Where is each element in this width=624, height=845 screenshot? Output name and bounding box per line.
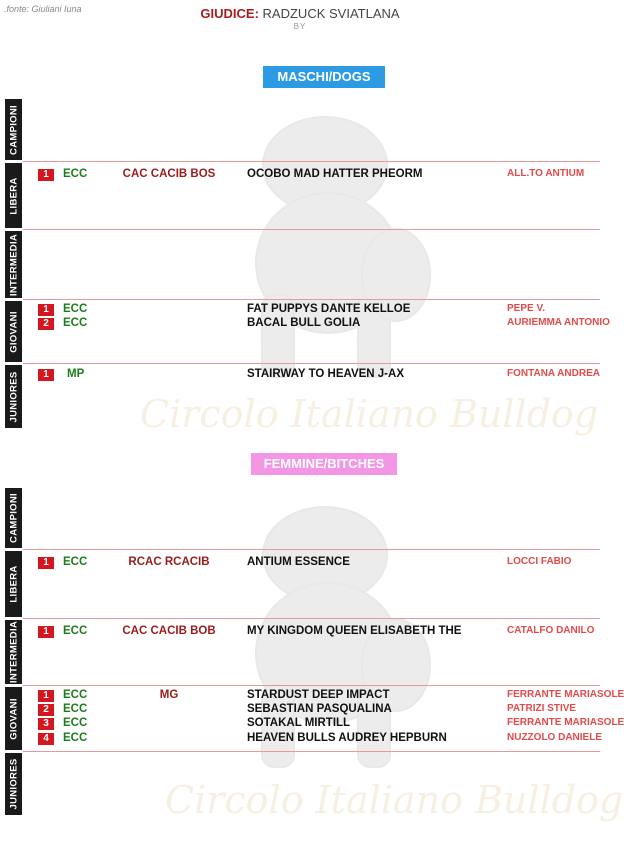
award-title: MG [159, 689, 179, 701]
result-row [0, 717, 624, 731]
qualification: ECC [63, 732, 88, 744]
owner-name: FERRANTE MARIASOLE [507, 689, 624, 700]
owner-name: PATRIZI STIVE [507, 703, 577, 714]
rank-badge: 1 [38, 690, 54, 702]
owner-name: NUZZOLO DANIELE [507, 732, 602, 743]
dog-name: OCOBO MAD HATTER PHEORM [247, 168, 423, 180]
judge-name: RADZUCK SVIATLANA [262, 6, 400, 21]
qualification: ECC [63, 317, 88, 329]
class-campioni-females [5, 488, 22, 548]
rank-badge: 2 [38, 704, 54, 716]
dog-name: FAT PUPPYS DANTE KELLOE [247, 303, 411, 315]
divider [23, 161, 600, 162]
class-intermedia-males [5, 231, 22, 298]
award-title: CAC CACIB BOB [122, 625, 216, 637]
rank-badge: 2 [38, 318, 54, 330]
class-label: JUNIORES [8, 371, 19, 422]
section-header-females: FEMMINE/BITCHES [251, 453, 397, 475]
owner-name: FONTANA ANDREA [507, 368, 600, 379]
dog-name: BACAL BULL GOLIA [247, 317, 361, 329]
class-juniores-females [5, 753, 22, 815]
qualification: ECC [63, 556, 88, 568]
dog-name: ANTIUM ESSENCE [247, 556, 350, 568]
rank-badge: 1 [38, 557, 54, 569]
class-label: LIBERA [8, 565, 19, 603]
divider [23, 229, 600, 230]
owner-name: AURIEMMA ANTONIO [507, 317, 610, 328]
dog-name: HEAVEN BULLS AUDREY HEPBURN [247, 732, 447, 744]
judge-label: GIUDICE: [200, 6, 259, 21]
qualification: ECC [63, 625, 88, 637]
rank-badge: 4 [38, 733, 54, 745]
divider [23, 363, 600, 364]
result-row [0, 732, 600, 746]
qualification: MP [67, 368, 85, 380]
judge-heading [0, 6, 600, 21]
rank-badge: 1 [38, 626, 54, 638]
dog-name: MY KINGDOM QUEEN ELISABETH THE [247, 625, 462, 637]
class-label: JUNIORES [8, 758, 19, 810]
result-row [0, 168, 600, 182]
source-note: .fonte: Giuliani Iuna [4, 4, 82, 14]
result-row [0, 303, 600, 317]
dog-name: STARDUST DEEP IMPACT [247, 689, 390, 701]
qualification: ECC [63, 303, 88, 315]
divider [23, 751, 600, 752]
class-campioni-males [5, 99, 22, 160]
divider [23, 618, 600, 619]
rank-badge: 3 [38, 718, 54, 730]
award-title: RCAC RCACIB [128, 556, 210, 568]
result-row [0, 556, 600, 570]
owner-name: PEPE V. [507, 303, 545, 314]
qualification: ECC [63, 717, 88, 729]
result-row [0, 368, 600, 382]
award-title: CAC CACIB BOS [122, 168, 216, 180]
owner-name: FERRANTE MARIASOLE [507, 717, 624, 728]
club-watermark-text: Circolo Italiano Bulldog [140, 392, 599, 436]
dog-name: SOTAKAL MIRTILL [247, 717, 351, 729]
class-label: CAMPIONI [8, 493, 19, 543]
class-label: GIOVANI [8, 310, 19, 353]
class-label: LIBERA [8, 176, 19, 215]
owner-name: ALL.TO ANTIUM [507, 168, 585, 179]
bulldog-watermark-icon [210, 95, 460, 395]
result-row [0, 625, 600, 639]
class-label: GIOVANI [8, 697, 19, 740]
result-row [0, 317, 610, 331]
result-row [0, 703, 600, 717]
qualification: ECC [63, 703, 88, 715]
owner-name: LOCCI FABIO [507, 556, 572, 567]
divider [23, 685, 600, 686]
class-label: CAMPIONI [8, 104, 19, 155]
byline: BY [293, 22, 307, 31]
rank-badge: 1 [38, 304, 54, 316]
owner-name: CATALFO DANILO [507, 625, 595, 636]
dog-name: SEBASTIAN PASQUALINA [247, 703, 392, 715]
rank-badge: 1 [38, 369, 54, 381]
class-label: INTERMEDIA [8, 233, 19, 296]
rank-badge: 1 [38, 169, 54, 181]
result-row [0, 689, 624, 703]
class-label: INTERMEDIA [8, 620, 19, 684]
club-watermark-text: Circolo Italiano Bulldog [165, 778, 624, 822]
qualification: ECC [63, 689, 88, 701]
qualification: ECC [63, 168, 88, 180]
divider [23, 549, 600, 550]
divider [23, 299, 600, 300]
dog-name: STAIRWAY TO HEAVEN J-AX [247, 368, 404, 380]
section-header-males: MASCHI/DOGS [263, 66, 385, 88]
